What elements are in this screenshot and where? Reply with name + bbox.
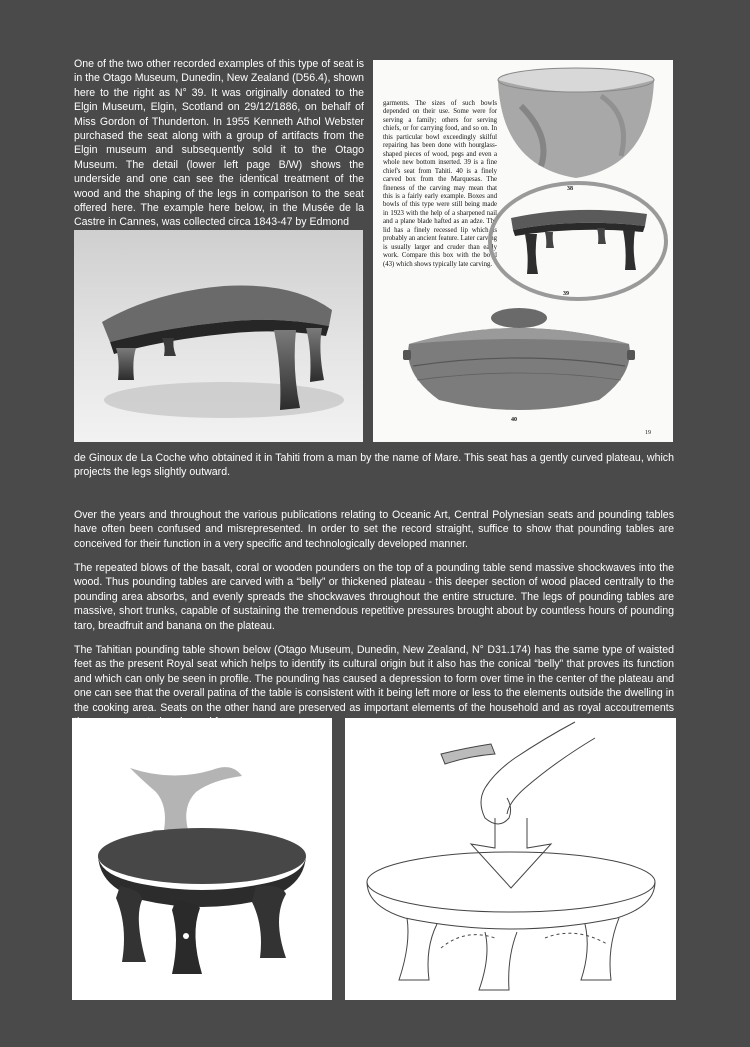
intro-continuation: de Ginoux de La Coche who obtained it in Tahiti from a man by the name of Mare. This seat has a gently curved plateau, which projects the legs slightly outward. <box>74 452 674 479</box>
tahitian-seat-image <box>74 230 363 442</box>
caption-39: 39 <box>563 291 569 297</box>
highlight-ring <box>485 178 671 304</box>
pounding-table-sketch <box>345 718 676 1000</box>
book-page-number: 19 <box>645 430 651 436</box>
pounding-table-paragraph: The Tahitian pounding table shown below (Otago Museum, Dunedin, New Zealand, N° D31.174) has the same type of waisted feet as the present Royal seat which helps to identify its cultural origin but it also has the conical “belly” that proves its function and which can only be seen in profile. The pounding has caused a depression to form over time in the center of the plateau and one can see that the overall patina of the table is consistent with it being left more or less to the elements outside the dwelling in the cooking area. Seats on the other hand are preserved as important elements of the household and as royal accoutrements <box>74 644 674 714</box>
pounding-table-photo <box>72 718 332 1000</box>
caption-38: 38 <box>567 186 573 192</box>
shockwave-paragraph: The repeated blows of the basalt, coral or wooden pounders on the top of a pounding table send massive shockwaves into the wood. Thus pounding tables are carved with a “belly” or thickened plateau - this deeper section of wood placed centrally to the pounding area absorbs, and evenly spreads the shockwaves throughout the entire structure. The legs of pounding tables are massive, short trunks, capable of sustaining the tremendous repetitive pressures brought about by countless hours of pounding taro, breadfruit and banana on the plateau. <box>74 562 674 632</box>
intro-paragraph: One of the two other recorded examples of this type of seat is in the Otago Museum, Dunedin, New Zealand (D56.4), shown here to the right as N° 39. It was originally donated to the Elgin Museum, Elgin, Scotland on 29/12/1886, on behalf of Miss Gordon of Thunderton. In 1955 Kenneth Athol Webster purchased the seat along with a group of artifacts from the Elgin museum and subsequently sold it to the Otago Museum. The detail (lower left page B/W) shows the underside and one can see the identical treatment of the wood and the shaping of the legs in comparison to the seat offered here. The example here below, in the Musée de la Castre in Cannes, was collected circa 1843-47 by Edmond <box>74 58 364 229</box>
pounding-table-with-pounder-image <box>72 718 332 1000</box>
seat-photo-cannes <box>74 230 363 442</box>
box-40-image <box>399 304 639 420</box>
pounding-sketch-image <box>345 718 676 1000</box>
caption-40: 40 <box>511 417 517 423</box>
confusion-paragraph: Over the years and throughout the various publications relating to Oceanic Art, Central Polynesian seats and pounding tables have often been confused and misrepresented. In order to set the record straight, suffice to show that pounding tables are conceived for their function in a very specific and technologically developed manner. <box>74 509 674 550</box>
book-page-scan <box>373 60 673 442</box>
bowl-38-image <box>491 66 661 186</box>
book-page-text: garments. The sizes of such bowls depended on their use. Some were for serving a family; others for serving chiefs, or for carrying food, and so on. In this particular bowl exceedingly skilful repairing has been done with hourglass-shaped pieces of wood, pegs and even a whole new bottom inserted. 39 is a fine chief's seat from Tahiti. 40 is a finely carved box from the Marquesas. The fineness of the carving may mean that this is a fairly early example. Boxes and bowls of this type were still being made in 1923 with the help of a sharpened nail and a plane blade hafted as an adze. The lid has a finely recessed lip which is probably an ancient feature. Later carving is usually larger and cruder than early work. Compare this box with the bowl (43) which shows typically late carving. <box>383 100 497 268</box>
